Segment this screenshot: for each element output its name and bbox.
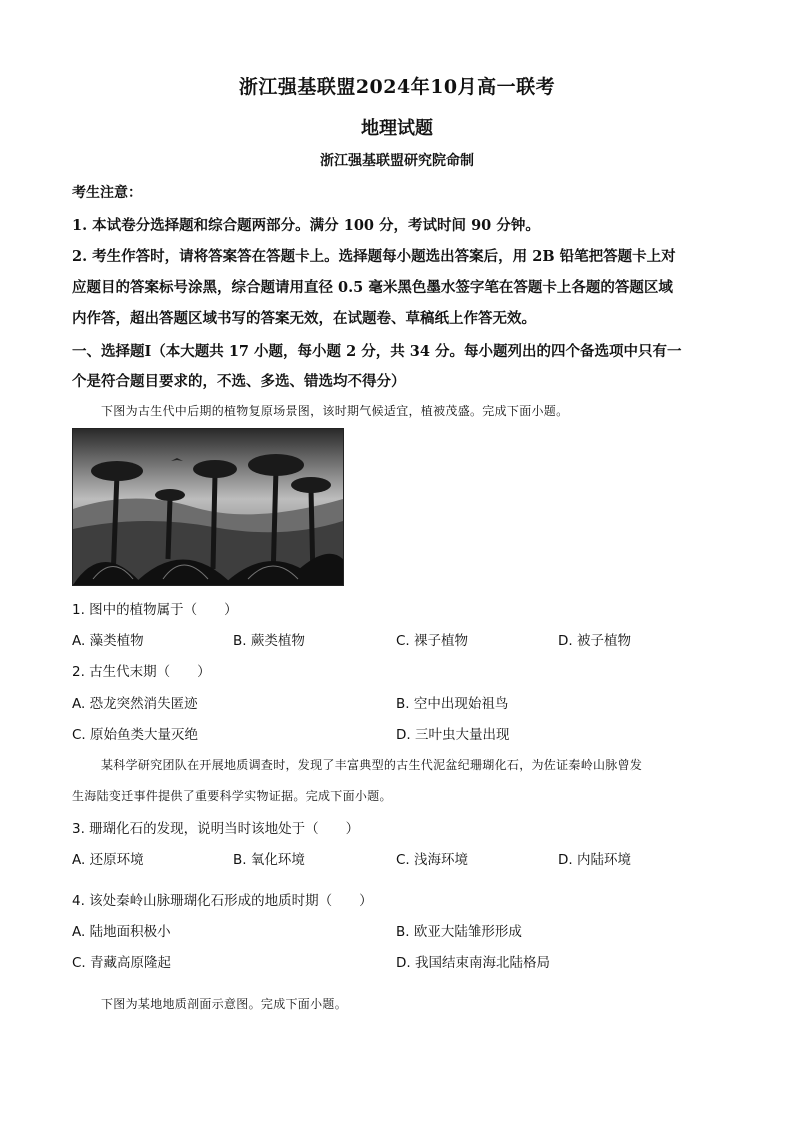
question-4-option-a: A. 陆地面积极小 — [72, 924, 171, 940]
question-1-option-d: D. 被子植物 — [558, 633, 631, 649]
prehistoric-forest-image — [72, 428, 344, 586]
exam-title: 浙江强基联盟2024年10月高一联考 — [238, 76, 556, 98]
question-3-option-d: D. 内陆环境 — [558, 852, 631, 868]
question-3-option-a: A. 还原环境 — [72, 852, 144, 868]
question-2-option-d: D. 三叶虫大量出现 — [396, 727, 510, 743]
question-2-option-b: B. 空中出现始祖鸟 — [396, 696, 509, 712]
notice-line-2: 2. 考生作答时，请将答案答在答题卡上。选择题每小题选出答案后，用 2B 铅笔把答题卡上对 — [72, 248, 676, 265]
section-heading-line-1: 一、选择题Ⅰ（本大题共 17 小题，每小题 2 分，共 34 分。每小题列出的四个备选项中只有一 — [72, 343, 682, 360]
question-2-option-c: C. 原始鱼类大量灭绝 — [72, 727, 199, 743]
notice-heading: 考生注意： — [72, 185, 142, 201]
section-heading-line-2: 个是符合题目要求的，不选、多选、错选均不得分） — [72, 373, 406, 390]
intro-passage-2-line-1: 某科学研究团队在开展地质调查时，发现了丰富典型的古生代泥盆纪珊瑚化石，为佐证秦岭山脉曾发 — [101, 758, 643, 772]
question-1-stem: 1. 图中的植物属于（ ） — [72, 602, 238, 618]
question-2-option-a: A. 恐龙突然消失匿迹 — [72, 696, 198, 712]
question-3-stem: 3. 珊瑚化石的发现，说明当时该地处于（ ） — [72, 821, 360, 837]
question-2-stem: 2. 古生代末期（ ） — [72, 664, 211, 680]
subject-title: 地理试题 — [361, 118, 433, 139]
maker-line: 浙江强基联盟研究院命制 — [320, 153, 474, 169]
intro-passage-1: 下图为古生代中后期的植物复原场景图，该时期气候适宜，植被茂盛。完成下面小题。 — [101, 404, 569, 418]
question-1-option-b: B. 蕨类植物 — [233, 633, 305, 649]
question-4-option-c: C. 青藏高原隆起 — [72, 955, 172, 971]
question-4-option-b: B. 欧亚大陆雏形形成 — [396, 924, 522, 940]
question-3-option-b: B. 氧化环境 — [233, 852, 305, 868]
question-1-option-a: A. 藻类植物 — [72, 633, 144, 649]
question-4-stem: 4. 该处秦岭山脉珊瑚化石形成的地质时期（ ） — [72, 893, 373, 909]
intro-passage-3: 下图为某地地质剖面示意图。完成下面小题。 — [101, 997, 348, 1011]
question-3-option-c: C. 浅海环境 — [396, 852, 469, 868]
notice-line-1: 1. 本试卷分选择题和综合题两部分。满分 100 分，考试时间 90 分钟。 — [72, 217, 540, 234]
notice-line-3: 应题目的答案标号涂黑，综合题请用直径 0.5 毫米黑色墨水签字笔在答题卡上各题的答题区域 — [72, 279, 673, 296]
question-4-option-d: D. 我国结束南海北陆格局 — [396, 955, 550, 971]
notice-line-4: 内作答，超出答题区域书写的答案无效，在试题卷、草稿纸上作答无效。 — [72, 310, 536, 327]
question-1-option-c: C. 裸子植物 — [396, 633, 469, 649]
intro-passage-2-line-2: 生海陆变迁事件提供了重要科学实物证据。完成下面小题。 — [72, 789, 392, 803]
